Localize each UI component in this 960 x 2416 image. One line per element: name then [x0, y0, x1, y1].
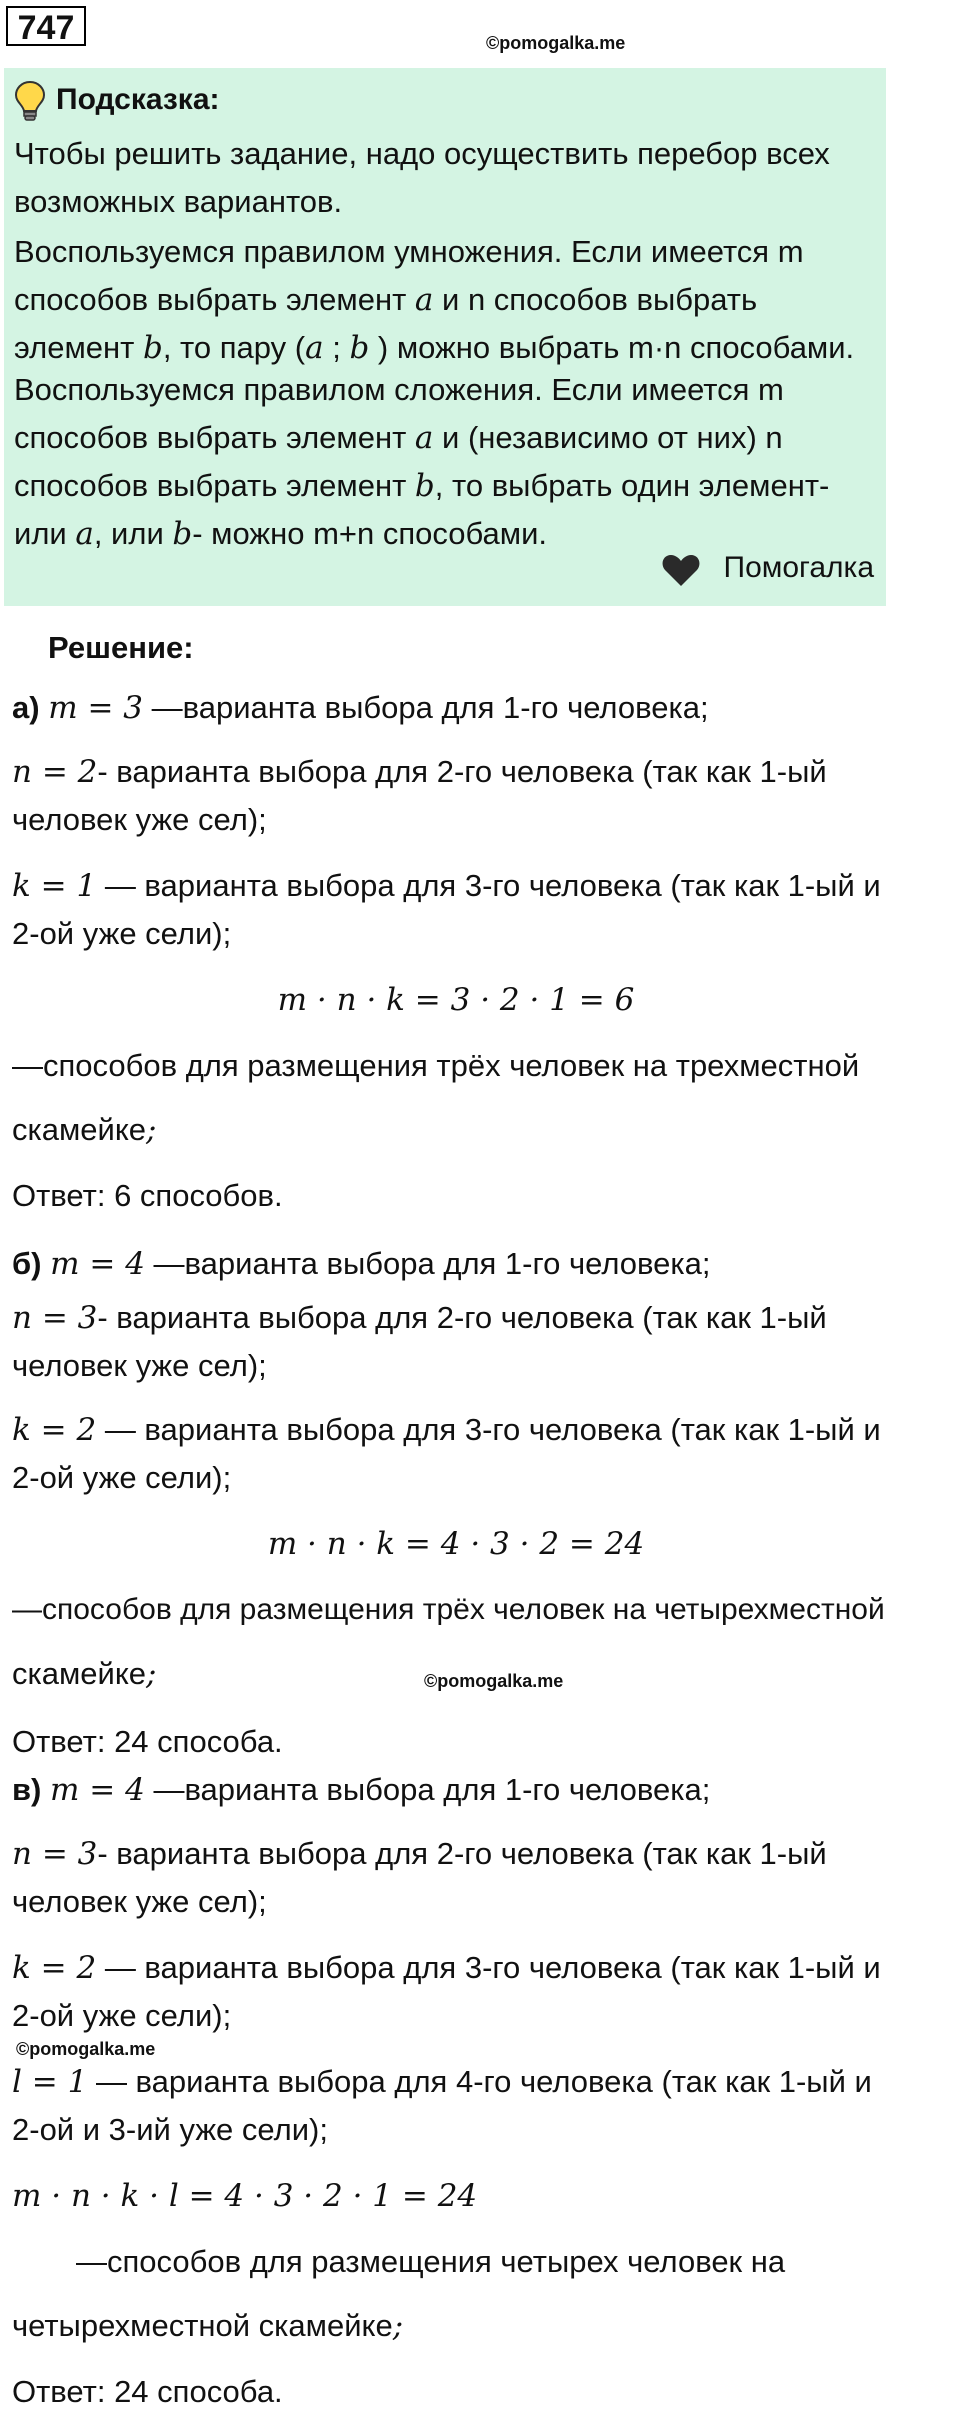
watermark-top: ©pomogalka.me: [486, 33, 626, 53]
part-c-line-5: 2-ой уже сели);: [12, 1998, 232, 2033]
part-c-ways-1: —способов для размещения четырех человек на: [76, 2244, 786, 2279]
part-b-ways-1: —способов для размещения трёх человек на четырехместной: [12, 1593, 885, 1626]
part-b-line-1: б) m = 4 —варианта выбора для 1-го человека;: [12, 1246, 711, 1282]
hint-box: [4, 68, 886, 606]
part-b-formula: m · n · k = 4 · 3 · 2 = 24: [267, 1526, 645, 1562]
part-b-line-4: k = 2 — варианта выбора для 3-го человека (так как 1-ый и: [12, 1412, 881, 1448]
part-b-ways-2: скамейке;: [12, 1656, 157, 1692]
part-a-line-5: 2-ой уже сели);: [12, 916, 232, 951]
part-b-line-5: 2-ой уже сели);: [12, 1460, 232, 1495]
hint-paragraph-1: Чтобы решить задание, надо осуществить перебор всех возможных вариантов.: [14, 136, 830, 219]
brand-name: Помогалка: [723, 551, 874, 584]
part-c-line-6: l = 1 — варианта выбора для 4-го человека (так как 1-ый и: [12, 2064, 872, 2100]
part-a-ways-1: —способов для размещения трёх человек на трехместной: [12, 1048, 860, 1083]
part-c-formula: m · n · k · l = 4 · 3 · 2 · 1 = 24: [12, 2178, 478, 2214]
part-c-ways-2: четырехместной скамейке;: [12, 2308, 404, 2344]
hint-title: Подсказка:: [56, 83, 220, 116]
part-a-formula: m · n · k = 3 · 2 · 1 = 6: [277, 982, 635, 1018]
watermark-bottom: ©pomogalka.me: [16, 2039, 156, 2059]
task-number: 747: [6, 6, 86, 46]
part-a-line-2: n = 2- варианта выбора для 2-го человека (так как 1-ый: [12, 754, 827, 790]
part-a-line-4: k = 1 — варианта выбора для 3-го человека (так как 1-ый и: [12, 868, 881, 904]
solution-heading: Решение:: [48, 630, 194, 665]
part-a-line-3: человек уже сел);: [12, 802, 267, 837]
part-b-line-3: человек уже сел);: [12, 1348, 267, 1383]
part-a-ways-2: скамейке;: [12, 1112, 157, 1148]
part-c-answer: Ответ: 24 способа.: [12, 2374, 283, 2409]
heart-icon: [661, 552, 701, 588]
part-c-line-1: в) m = 4 —варианта выбора для 1-го человека;: [12, 1772, 711, 1808]
part-c-line-4: k = 2 — варианта выбора для 3-го человека (так как 1-ый и: [12, 1950, 881, 1986]
part-b-answer: Ответ: 24 способа.: [12, 1724, 283, 1759]
hint-paragraph-2: Воспользуемся правилом умножения. Если имеется m способов выбрать элемент a и n способов выбрать элемент b, то пару (a ; b ) можно выбрать m·n способами.: [14, 234, 855, 366]
hint-paragraph-3: Воспользуемся правилом сложения. Если имеется m способов выбрать элемент a и (независимо от них) n способов выбрать элемент b, то выбрать один элемент- или a, или b- можно m+n способами.: [14, 372, 830, 552]
part-b-line-2: n = 3- варианта выбора для 2-го человека (так как 1-ый: [12, 1300, 827, 1336]
lightbulb-icon: [14, 80, 46, 122]
watermark-middle: ©pomogalka.me: [424, 1671, 564, 1691]
part-a-answer: Ответ: 6 способов.: [12, 1178, 283, 1213]
part-c-line-7: 2-ой и 3-ий уже сели);: [12, 2112, 328, 2147]
part-c-line-2: n = 3- варианта выбора для 2-го человека (так как 1-ый: [12, 1836, 827, 1872]
part-a-line-1: а) m = 3 —варианта выбора для 1-го человека;: [12, 690, 709, 726]
part-c-line-3: человек уже сел);: [12, 1884, 267, 1919]
